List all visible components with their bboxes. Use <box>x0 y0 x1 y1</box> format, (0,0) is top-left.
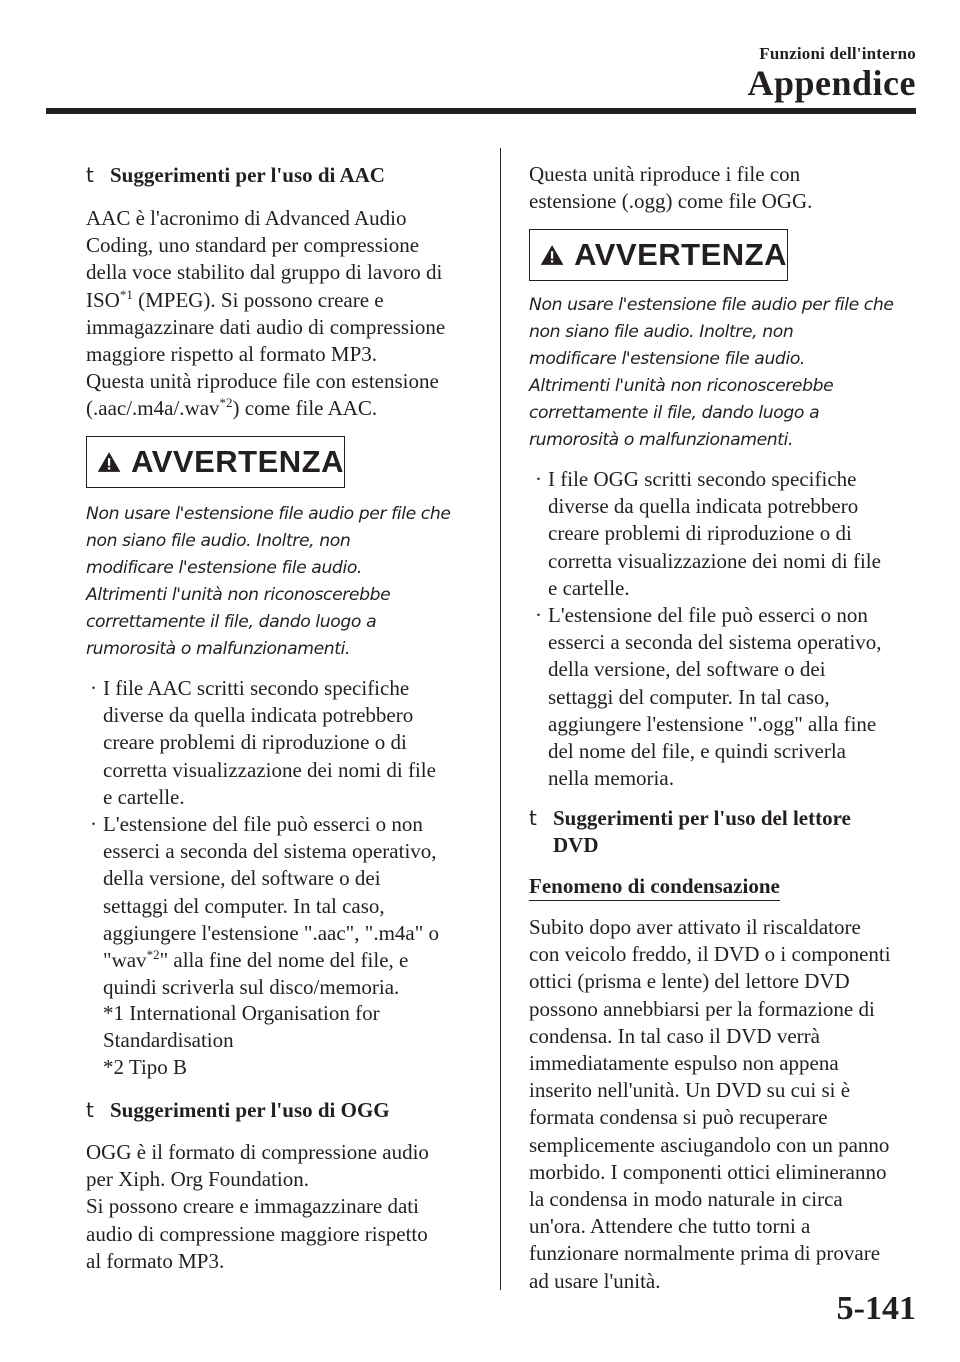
warning-label: AVVERTENZA <box>574 237 787 272</box>
warning-box <box>529 229 788 281</box>
condensation-paragraph <box>529 914 921 1295</box>
warning-triangle-icon <box>540 241 564 269</box>
text-line: Altrimenti l'unità non riconoscerebbe <box>86 585 391 605</box>
text-line: creare problemi di riproduzione o di <box>103 730 407 755</box>
text-line: audio di compressione maggiore rispetto <box>86 1221 428 1246</box>
bullet-item <box>90 675 483 811</box>
text-line: della versione, del software o dei <box>103 866 381 891</box>
text-line: modificare l'estensione file audio. <box>529 349 805 369</box>
text-line: diverse da quella indicata potrebbero <box>103 703 414 728</box>
bullet-icon: · <box>535 467 542 491</box>
text-line: del nome del file, e quindi scriverla <box>548 739 846 764</box>
text-line: e cartelle. <box>548 575 630 600</box>
text-line: nella memoria. <box>548 766 674 791</box>
footnote-line: *1 International Organisation for <box>103 1001 380 1025</box>
text-line: corretta visualizzazione dei nomi di file <box>103 757 436 782</box>
text-line: I file OGG scritti secondo specifiche <box>548 467 857 491</box>
text-line: quindi scriverla sul disco/memoria. <box>103 975 400 1000</box>
header-rule <box>46 108 916 114</box>
bullet-item <box>90 811 483 1001</box>
text-line: rumorosità o malfunzionamenti. <box>86 639 351 659</box>
text-line: esserci a seconda del sistema operativo, <box>548 630 882 655</box>
section-label: Funzioni dell'interno <box>759 44 916 63</box>
warning-text <box>86 501 486 663</box>
text-line: immediatamente espulso non appena <box>529 1051 839 1076</box>
footnotes <box>103 1000 483 1082</box>
text-line: correttamente il file, dando luogo a <box>86 612 377 632</box>
text-line: Subito dopo aver attivato il riscaldatore <box>529 915 861 939</box>
aac-heading <box>86 162 482 189</box>
text-line: Coding, uno standard per compressione <box>86 233 420 258</box>
warning-text <box>529 292 921 454</box>
text-line: Altrimenti l'unità non riconoscerebbe <box>529 376 834 396</box>
text-line: I file AAC scritti secondo specifiche <box>103 676 410 700</box>
text-line: (.aac/.m4a/.wav$^{*2}$) come file AAC. <box>86 395 378 421</box>
text-line: "wav$^{*2}$" alla fine del nome del file, e <box>103 947 409 973</box>
chapter-title: Appendice <box>747 63 916 103</box>
text-line: L'estensione del file può esserci o non <box>103 812 423 836</box>
dvd-heading <box>529 805 921 859</box>
heading-marker-icon: t <box>86 1098 94 1122</box>
text-line: immagazzinare dati audio di compressione <box>86 314 446 339</box>
text-line: non siano file audio. Inoltre, non <box>86 531 351 551</box>
text-line: con veicolo freddo, il DVD o i componenti <box>529 942 891 967</box>
text-line: ISO$^{*1}$ (MPEG). Si possono creare e <box>86 286 384 312</box>
ogg-continuation <box>529 161 921 215</box>
text-line: possono annebbiarsi per la formazione di <box>529 996 875 1021</box>
text-line: per Xiph. Org Foundation. <box>86 1167 310 1192</box>
text-line: correttamente il file, dando luogo a <box>529 403 820 423</box>
text-line: al formato MP3. <box>86 1248 225 1273</box>
condensation-subheading: Fenomeno di condensazione <box>529 873 780 901</box>
text-line: formata condensa si può recuperare <box>529 1105 828 1130</box>
page-number: 5-141 <box>836 1290 916 1327</box>
text-line: funzionare normalmente prima di provare <box>529 1241 881 1266</box>
text-line: estensione (.ogg) come file OGG. <box>529 189 813 214</box>
text-line: L'estensione del file può esserci o non <box>548 603 868 627</box>
text-line: semplicemente asciugandolo con un panno <box>529 1132 890 1157</box>
footnote-line: Standardisation <box>103 1028 234 1053</box>
text-line: OGG è il formato di compressione audio <box>86 1140 429 1164</box>
text-line: Questa unità riproduce file con estensione <box>86 369 439 394</box>
text-line: diverse da quella indicata potrebbero <box>548 494 859 519</box>
ogg-heading <box>86 1097 482 1124</box>
bullet-item <box>535 602 921 792</box>
text-line: un'ora. Attendere che tutto torni a <box>529 1214 811 1239</box>
bullet-icon: · <box>535 603 542 627</box>
text-line: settaggi del computer. In tal caso, <box>548 684 830 709</box>
text-line: Si possono creare e immagazzinare dati <box>86 1194 419 1219</box>
text-line: inserito nell'unità. Un DVD su cui si è <box>529 1078 851 1103</box>
text-line: rumorosità o malfunzionamenti. <box>529 430 794 450</box>
text-line: AAC è l'acronimo di Advanced Audio <box>86 206 407 230</box>
heading-marker-icon: t <box>529 806 537 830</box>
ogg-heading-text: Suggerimenti per l'uso di OGG <box>110 1098 390 1122</box>
ogg-paragraph <box>86 1139 486 1275</box>
text-line: aggiungere l'estensione ".ogg" alla fine <box>548 711 877 736</box>
text-line: non siano file audio. Inoltre, non <box>529 322 794 342</box>
text-line: aggiungere l'estensione ".aac", ".m4a" o <box>103 920 440 945</box>
warning-label: AVVERTENZA <box>131 444 344 479</box>
bullet-item <box>535 466 921 602</box>
text-line: la condensa in modo naturale in circa <box>529 1187 843 1212</box>
dvd-heading-line: DVD <box>553 833 599 857</box>
aac-paragraph <box>86 205 486 423</box>
text-line: modificare l'estensione file audio. <box>86 558 362 578</box>
footnote-line: *2 Tipo B <box>103 1055 188 1080</box>
text-line: Non usare l'estensione file audio per file che <box>86 504 451 524</box>
text-line: maggiore rispetto al formato MP3. <box>86 342 378 367</box>
text-line: Questa unità riproduce i file con <box>529 162 801 186</box>
text-line: condensa. In tal caso il DVD verrà <box>529 1023 820 1048</box>
text-line: morbido. I componenti ottici elimineranno <box>529 1159 887 1184</box>
bullet-icon: · <box>90 812 97 836</box>
text-line: della versione, del software o dei <box>548 657 826 682</box>
text-line: corretta visualizzazione dei nomi di file <box>548 548 881 573</box>
warning-triangle-icon <box>97 448 121 476</box>
heading-marker-icon: t <box>86 163 94 187</box>
text-line: settaggi del computer. In tal caso, <box>103 893 385 918</box>
text-line: creare problemi di riproduzione o di <box>548 521 852 546</box>
warning-box <box>86 436 345 488</box>
text-line: della voce stabilito dal gruppo di lavoro di <box>86 260 443 285</box>
text-line: ad usare l'unità. <box>529 1268 661 1293</box>
bullet-icon: · <box>90 676 97 700</box>
column-divider <box>500 148 501 1290</box>
text-line: ottici (prisma e lente) del lettore DVD <box>529 969 850 994</box>
dvd-heading-line: Suggerimenti per l'uso del lettore <box>553 806 851 830</box>
text-line: esserci a seconda del sistema operativo, <box>103 839 437 864</box>
aac-heading-text: Suggerimenti per l'uso di AAC <box>110 163 385 187</box>
text-line: Non usare l'estensione file audio per file che <box>529 295 894 315</box>
text-line: e cartelle. <box>103 784 185 809</box>
